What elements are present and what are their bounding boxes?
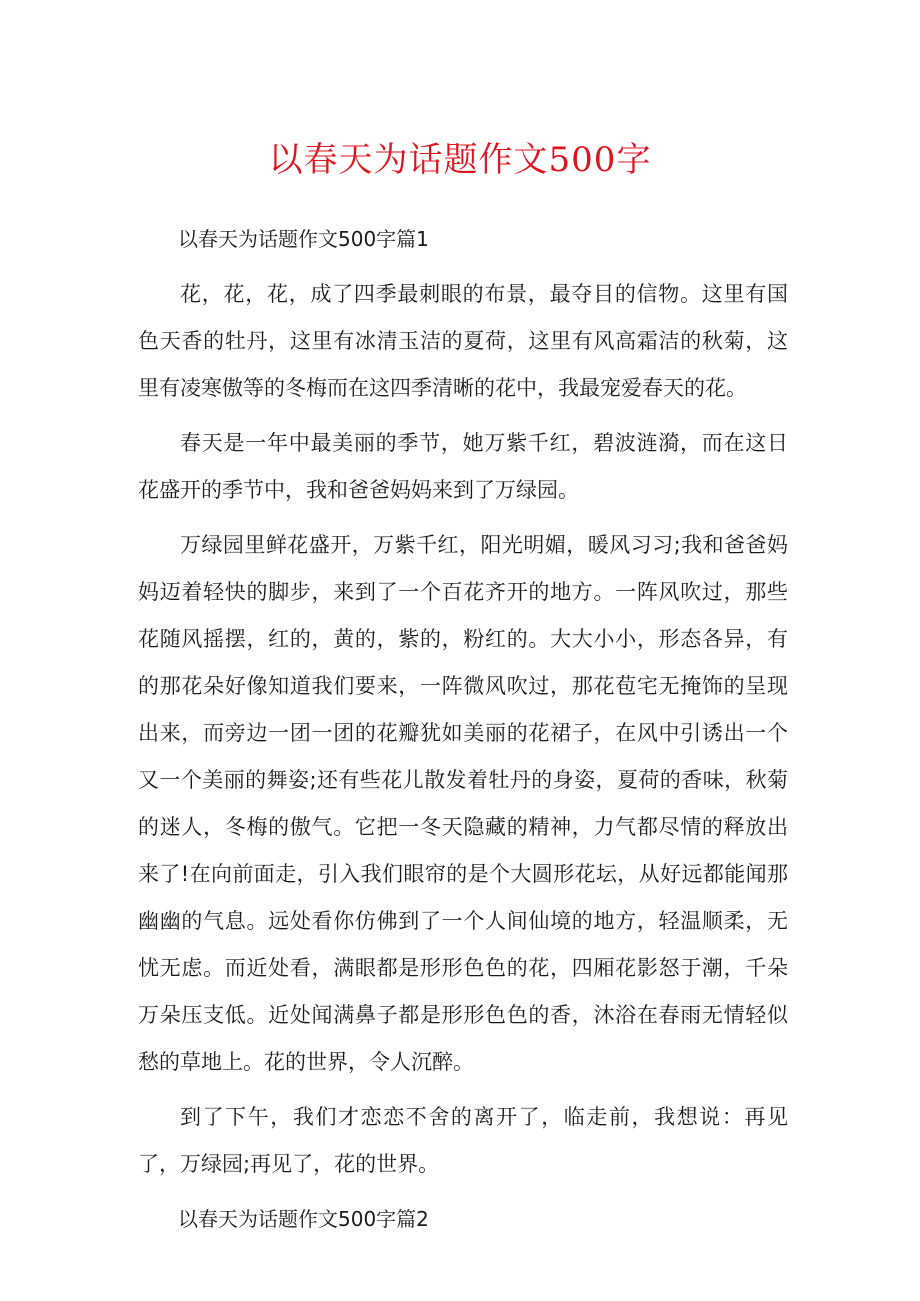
paragraph-4: 到了下午，我们才恋恋不舍的离开了，临走前，我想说：再见了，万绿园;再见了，花的世界。 [138, 1105, 788, 1176]
paragraph-1: 花，花，花，成了四季最刺眼的布景，最夺目的信物。这里有国色天香的牡丹，这里有冰清玉洁的夏荷，这里有风高霜洁的秋菊，这里有凌寒傲等的冬梅而在这四季清晰的花中，我最宠爱春天的花。 [138, 282, 788, 400]
section-subtitle-2: 以春天为话题作文500字篇2 [178, 1207, 429, 1231]
paragraph-3: 万绿园里鲜花盛开，万紫千红，阳光明媚，暖风习习;我和爸爸妈妈迈着轻快的脚步，来到了一个百花齐开的地方。一阵风吹过，那些花随风摇摆，红的，黄的，紫的，粉红的。大大小小，形态各异，有的那花朵好像知道我们要来，一阵微风吹过，那花苞宅无掩饰的呈现出来，而旁边一团一团的花瓣犹如美丽的花裙子，在风中引诱出一个又一个美丽的舞姿;还有些花儿散发着牡丹的身姿，夏荷的香味，秋菊的迷人，冬梅的傲气。它把一冬天隐藏的精神，力气都尽情的释放出来了!在向前面走，引入我们眼帘的是个大圆形花坛，从好远都能闻那幽幽的气息。远处看你仿佛到了一个人间仙境的地方，轻温顺柔，无忧无虑。而近处看，满眼都是形形色色的花，四厢花影怒于潮，千朵万朵压支低。近处闻满鼻子都是形形色色的香，沐浴在春雨无情轻似愁的草地上。花的世界，令人沉醉。 [138, 533, 788, 1074]
section-subtitle-1: 以春天为话题作文500字篇1 [178, 227, 429, 251]
page-title: 以春天为话题作文500字 [268, 140, 652, 180]
document-body [138, 216, 788, 1251]
paragraph-2: 春天是一年中最美丽的季节，她万紫千红，碧波涟漪，而在这日花盛开的季节中，我和爸爸妈妈来到了万绿园。 [138, 431, 788, 502]
